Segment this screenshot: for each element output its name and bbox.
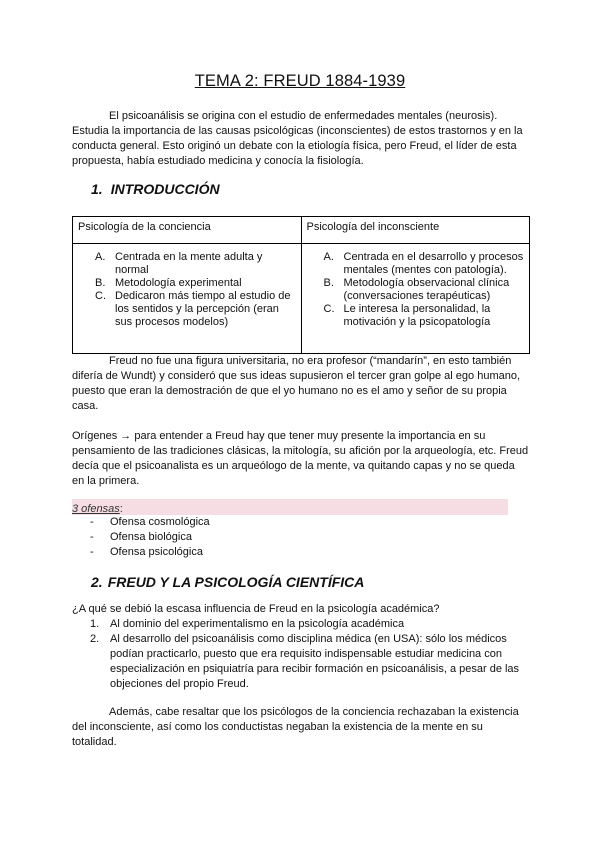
list-marker: B. [323,277,334,289]
section-number: 1. [91,181,103,197]
conciencia-list [77,251,297,329]
list-item-text: Metodología observacional clínica (conversaciones terapéuticas) [343,277,510,302]
section-number: 2. [91,574,103,590]
ofensas-highlight [72,499,508,515]
list-item-text: Metodología experimental [115,277,242,289]
origenes-paragraph: Orígenes → para entender a Freud hay que tener muy presente la importancia en su pensamiento de las tradiciones clásicas, la mitología, su afición por la arqueología, etc. Freud decía que el psicoanalista es un arqueólogo de la mente, va quitando capas y no se queda en la primera. [72,430,529,487]
table-header-inconsciente: Psicología del inconsciente [301,217,530,244]
list-item [306,251,526,277]
list-item [72,545,210,560]
ofensas-label: 3 ofensas [72,503,120,515]
list-item [72,530,210,545]
list-item [306,277,526,303]
list-marker: 1. [90,618,100,630]
section-title: INTRODUCCIÓN [110,181,220,197]
list-marker: C. [95,290,106,302]
list-item [77,290,297,329]
inconsciente-list [306,251,526,329]
table-row [73,244,530,354]
question-text: ¿A qué se debió la escasa influencia de Freud en la psicología académica? [72,603,440,615]
reasons-list [72,617,532,692]
list-item-text: Centrada en la mente adulta y normal [115,251,263,276]
list-marker: - [90,516,94,528]
table-header-conciencia: Psicología de la conciencia [73,217,302,244]
ofensas-list [72,515,210,560]
table-cell-conciencia [73,244,302,354]
section-heading-introduccion [91,181,220,197]
section-title: FREUD Y LA PSICOLOGÍA CIENTÍFICA [107,574,365,590]
list-item-text: Al dominio del experimentalismo en la psicología académica [110,618,405,630]
list-item [72,617,532,632]
list-item [77,251,297,277]
ofensas-colon: : [119,503,123,515]
list-item-text: Ofensa biológica [110,531,192,543]
table-header-row [73,217,530,244]
list-marker: - [90,531,94,543]
list-item-text: Al desarrollo del psicoanálisis como disciplina médica (en USA): sólo los médicos podían practicarlo, puesto que era requisito indispensable estudiar medicina con especialización en psiquiatría para recibir formación en psicoanálisis, a pesar de las objeciones del propio Freud. [110,633,520,690]
freud-paragraph: Freud no fue una figura universitaria, no era profesor (“mandarín”, en esto también difería de Wundt) y consideró que sus ideas supusieron el tercer gran golpe al ego humano, puesto que eran la demostración de que el yo humano no es el amo y señor de su propia casa. [72,355,521,412]
intro-paragraph: El psicoanálisis se origina con el estudio de enfermedades mentales (neurosis). Estudia la importancia de las causas psicológicas (inconscientes) de estos trastornos y en la conducta general. Esto originó un debate con la etiología física, pero Freud, el líder de esta propuesta, había estudiado medicina y conocía la fisiología. [72,110,523,167]
list-marker: A. [323,251,334,263]
list-item-text: Ofensa psicológica [110,546,203,558]
list-marker: - [90,546,94,558]
comparison-table [72,216,530,354]
list-item-text: Centrada en el desarrollo y procesos mentales (mentes con patología). [343,251,524,276]
section-heading-psicologia-cientifica [91,574,364,590]
list-item [77,277,297,290]
list-item-text: Dedicaron más tiempo al estudio de los sentidos y la percepción (eran sus procesos modelos) [115,290,291,328]
list-marker: C. [323,303,335,315]
page-title: TEMA 2: FREUD 1884-1939 [194,72,406,90]
closing-paragraph: Además, cabe resaltar que los psicólogos de la conciencia rechazaban la existencia del inconsciente, así como los conductistas negaban la existencia de la mente en su totalidad. [72,706,519,748]
list-marker: 2. [90,633,100,645]
list-item-text: Ofensa cosmológica [110,516,210,528]
list-marker: A. [95,251,106,263]
list-item-text: Le interesa la personalidad, la motivación y la psicopatología [343,303,491,328]
list-item [306,303,526,329]
list-item [72,632,532,692]
list-marker: B. [95,277,106,289]
table-cell-inconsciente [301,244,530,354]
list-item [72,515,210,530]
